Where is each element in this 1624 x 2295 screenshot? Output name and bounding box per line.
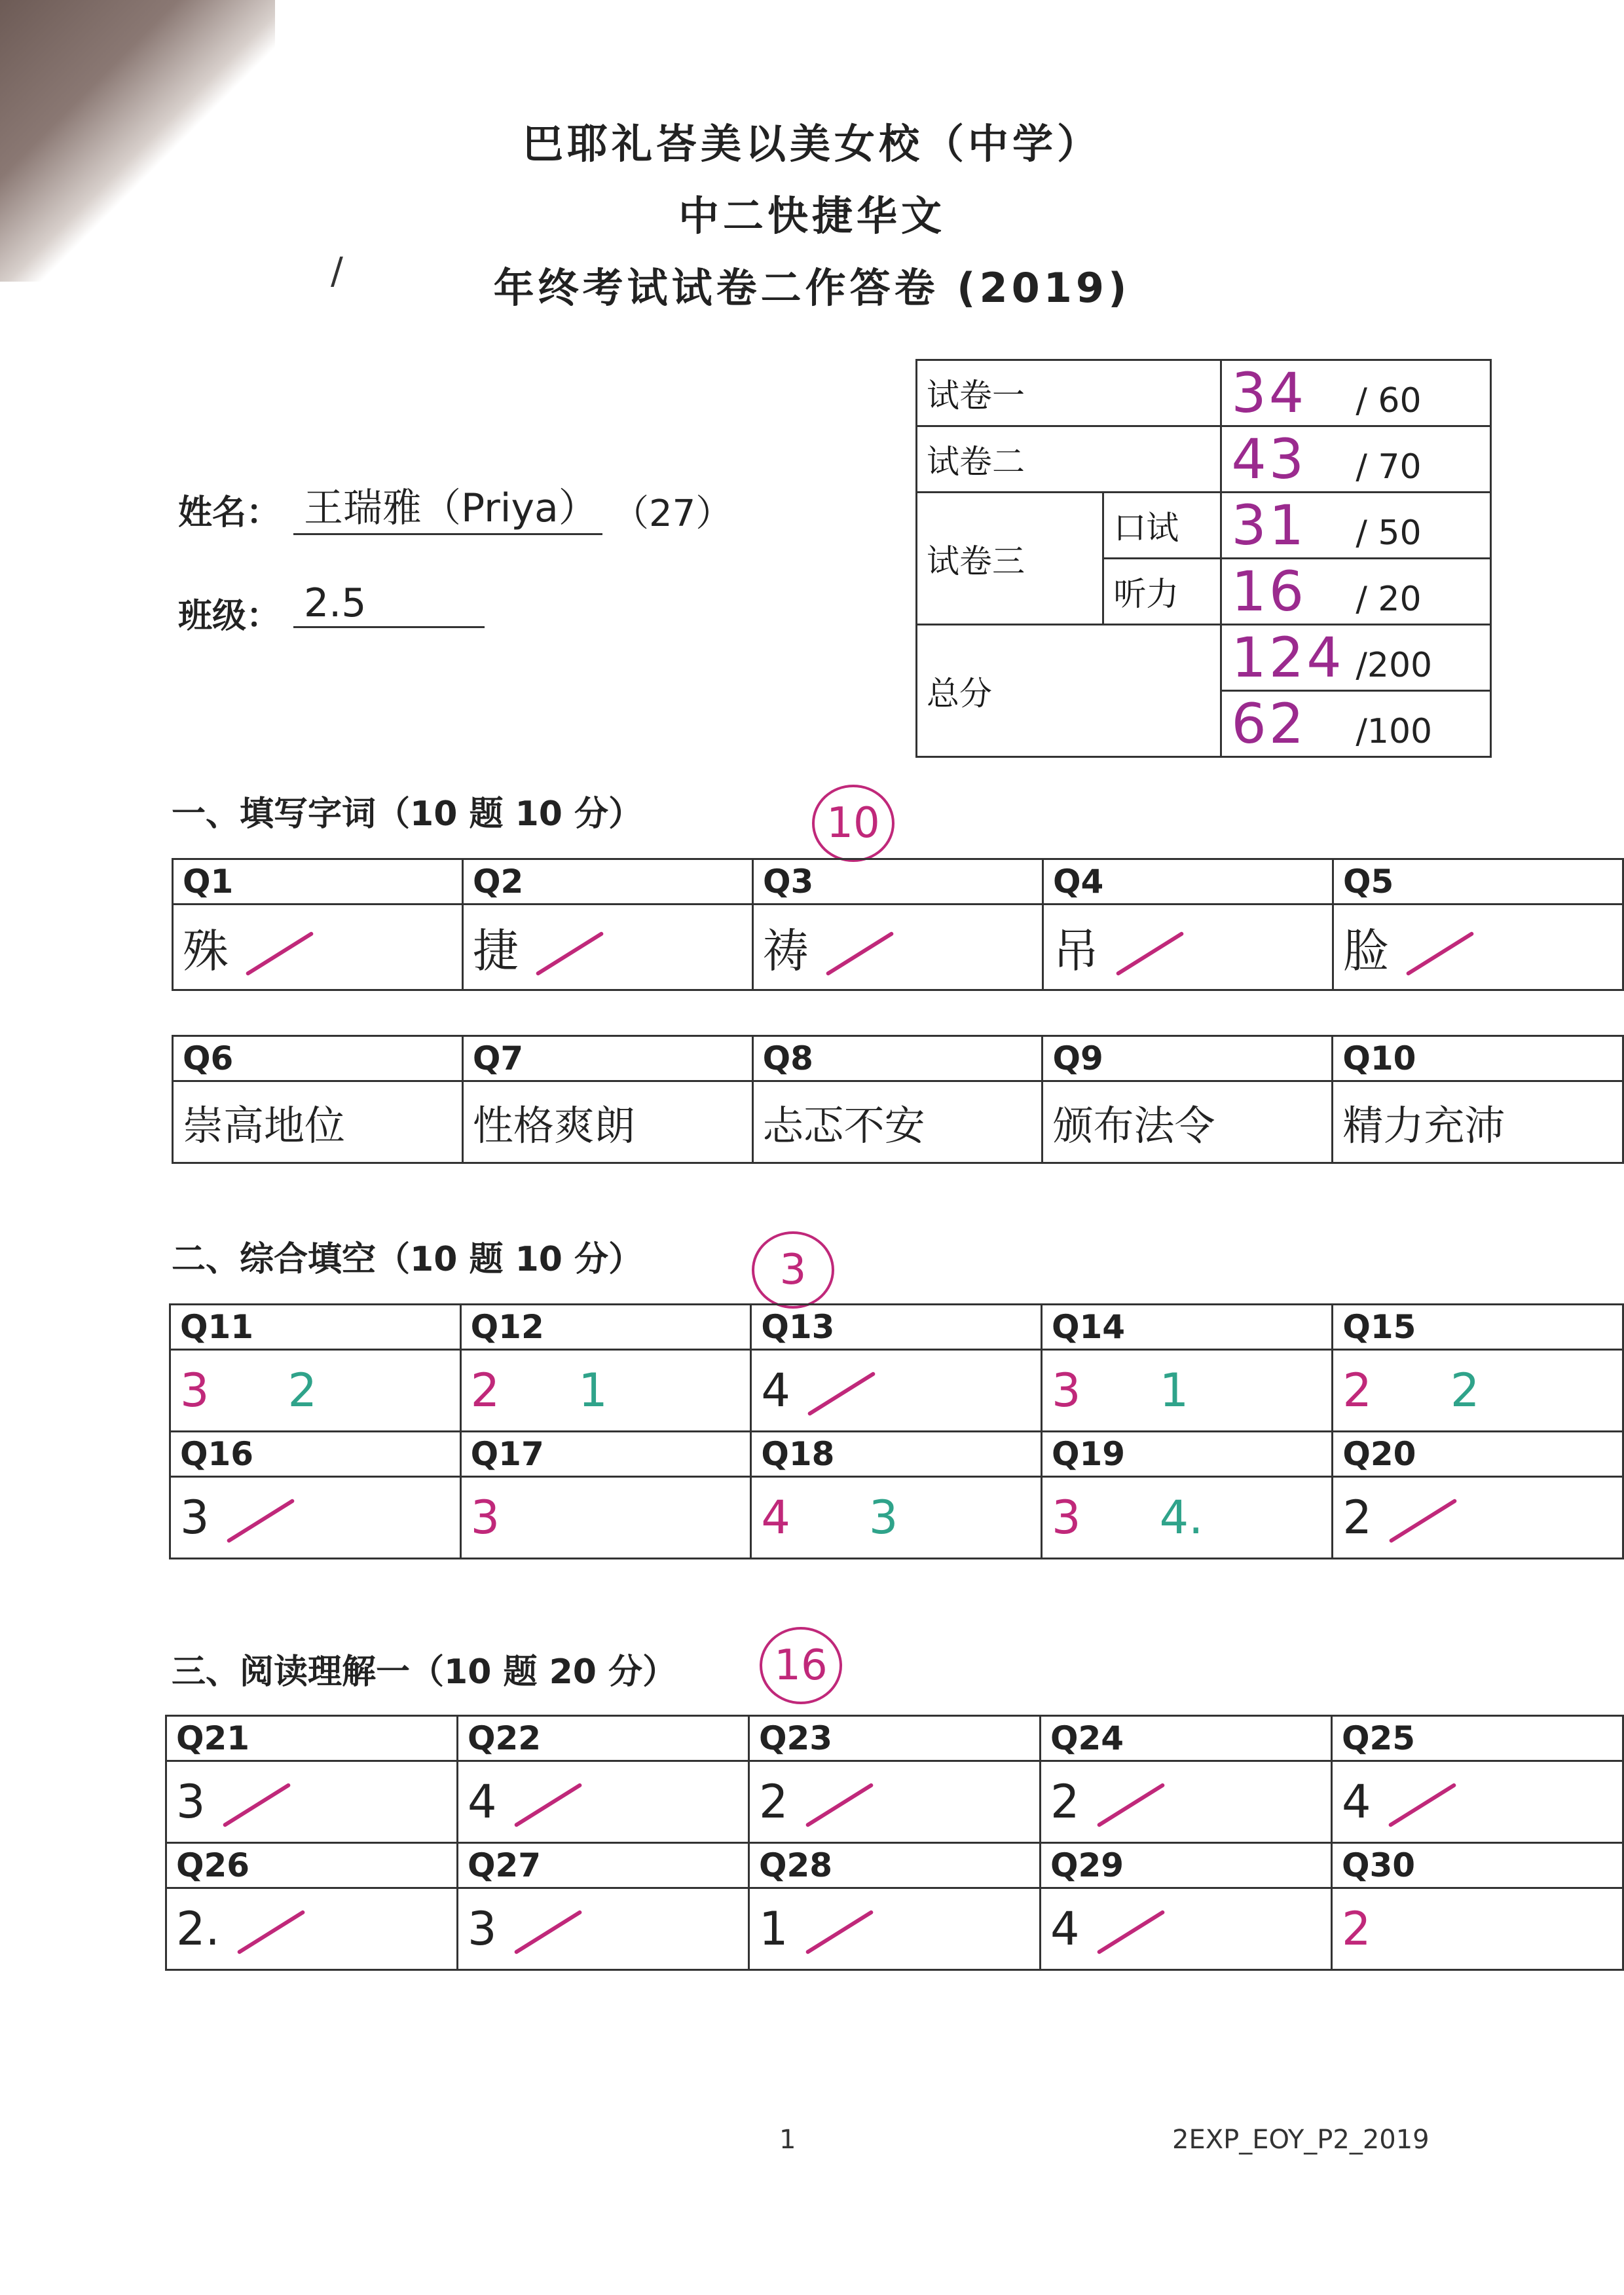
question-label: Q25: [1332, 1716, 1623, 1761]
answer-grid-q1-q5: [172, 858, 1624, 991]
question-label: Q19: [1042, 1432, 1333, 1477]
name-value: 王瑞雅（Priya）: [293, 477, 602, 535]
correction-text: 1: [578, 1364, 608, 1417]
listening-value: [1221, 559, 1491, 625]
answer-cell: [1333, 905, 1623, 990]
paper2-max: / 70: [1356, 447, 1422, 487]
tick-mark: [826, 931, 895, 977]
answer-cell: [1042, 1350, 1333, 1432]
paper2-label: 试卷二: [917, 426, 1221, 493]
section-2-score: 3: [752, 1231, 834, 1309]
answer-cell: [1332, 1761, 1623, 1843]
tick-mark: [513, 1783, 582, 1828]
question-label: Q27: [458, 1843, 749, 1888]
grid-answer-row: [170, 1477, 1623, 1559]
grid-header-row: [173, 859, 1623, 905]
answer-cell: [1041, 1888, 1332, 1970]
oral-score: 31: [1231, 493, 1307, 557]
tick-mark: [1388, 1499, 1457, 1544]
grid-header-row: [166, 1716, 1623, 1761]
question-label: Q9: [1043, 1036, 1333, 1081]
answer-text: 脸: [1343, 924, 1389, 978]
paper3-label: 试卷三: [917, 493, 1103, 625]
answer-text: 2: [1050, 1775, 1080, 1829]
question-label: Q12: [460, 1305, 751, 1350]
section-1-score: 10: [812, 785, 895, 862]
answer-cell: [751, 1477, 1042, 1559]
answer-cell: [460, 1350, 751, 1432]
question-label: Q7: [462, 1036, 752, 1081]
class-label: 班级：: [178, 596, 281, 636]
grid-answer-row: [166, 1888, 1623, 1970]
answer-cell: [462, 1081, 752, 1163]
section-3-title-cn: 三、阅读理解一（: [172, 1652, 445, 1692]
answer-text: 祷: [763, 924, 809, 978]
question-label: Q6: [173, 1036, 463, 1081]
answer-text: 3: [1052, 1491, 1081, 1544]
tick-mark: [1116, 931, 1185, 977]
correction-text: 2: [1450, 1364, 1480, 1417]
question-label: Q18: [751, 1432, 1042, 1477]
tick-mark: [807, 1371, 876, 1417]
question-label: Q2: [463, 859, 753, 905]
document-code: 2EXP_EOY_P2_2019: [1172, 2125, 1430, 2155]
question-label: Q24: [1041, 1716, 1332, 1761]
total-max: /200: [1356, 646, 1433, 685]
answer-cell: [170, 1350, 461, 1432]
grid-answer-row: [173, 905, 1623, 990]
answer-cell: [1333, 1477, 1623, 1559]
answer-text: 4: [468, 1775, 497, 1829]
question-label: Q23: [749, 1716, 1041, 1761]
answer-text: 4: [761, 1364, 790, 1417]
answer-text: 1: [759, 1902, 788, 1956]
tick-mark: [1096, 1783, 1165, 1828]
question-label: Q14: [1042, 1305, 1333, 1350]
answer-text: 3: [180, 1364, 210, 1417]
tick-mark: [805, 1910, 874, 1955]
question-label: Q3: [753, 859, 1043, 905]
grid-header-row: [166, 1843, 1623, 1888]
question-label: Q30: [1332, 1843, 1623, 1888]
section-3-score: 16: [760, 1627, 842, 1704]
answer-text: 2: [1342, 1902, 1371, 1956]
section-3-title-end: ）: [642, 1652, 677, 1692]
answer-cell: [753, 905, 1043, 990]
paper2-value: [1221, 426, 1491, 493]
class-value: 2.5: [293, 580, 485, 628]
answer-text: 4: [1342, 1775, 1371, 1829]
question-label: Q4: [1043, 859, 1333, 905]
paper1-label: 试卷一: [917, 360, 1221, 426]
answer-cell: [1333, 1350, 1623, 1432]
answer-cell: [752, 1081, 1043, 1163]
tick-mark: [1406, 931, 1475, 977]
answer-text: 捷: [473, 924, 519, 978]
total-score: 124: [1231, 625, 1344, 690]
tick-mark: [1096, 1910, 1165, 1955]
section-3-title-num: 10 题 20 分: [444, 1652, 643, 1692]
answer-text: 2.: [176, 1902, 220, 1956]
oral-max: / 50: [1356, 513, 1422, 553]
paper1-max: / 60: [1356, 381, 1422, 420]
tick-mark: [513, 1910, 582, 1955]
answer-cell: [1042, 1477, 1333, 1559]
tick-mark: [236, 1910, 305, 1955]
section-2-title-num: 10 题 10 分: [410, 1240, 609, 1279]
grid-header-row: [170, 1432, 1623, 1477]
answer-cell: [458, 1761, 749, 1843]
answer-cell: [1043, 1081, 1333, 1163]
question-label: Q26: [166, 1843, 458, 1888]
answer-cell: [458, 1888, 749, 1970]
question-label: Q22: [458, 1716, 749, 1761]
grid-header-row: [173, 1036, 1623, 1081]
total-value: [1221, 625, 1491, 691]
answer-cell: [166, 1888, 458, 1970]
score-row-paper2: [917, 426, 1491, 493]
question-label: Q13: [751, 1305, 1042, 1350]
question-label: Q21: [166, 1716, 458, 1761]
answer-text: 3: [180, 1491, 210, 1544]
tick-mark: [536, 931, 604, 977]
grid-answer-row: [173, 1081, 1623, 1163]
answer-grid-q11-q20: [169, 1303, 1624, 1559]
paper1-value: [1221, 360, 1491, 426]
paper2-score: 43: [1231, 427, 1307, 491]
paper-year: (2019): [957, 264, 1131, 312]
question-label: Q17: [460, 1432, 751, 1477]
stray-pen-mark: /: [331, 250, 343, 293]
answer-text: 颁布法令: [1052, 1101, 1215, 1149]
tick-mark: [1388, 1783, 1456, 1828]
grid-header-row: [170, 1305, 1623, 1350]
paper-title-text: 年终考试试卷二作答卷: [493, 264, 957, 312]
correction-text: 4.: [1159, 1491, 1204, 1544]
correction-text: 1: [1159, 1364, 1189, 1417]
answer-text: 3: [468, 1902, 497, 1956]
section-1-title-cn: 一、填写字词（: [172, 794, 411, 834]
section-1-title: [172, 786, 642, 835]
correction-text: 2: [287, 1364, 318, 1417]
answer-cell: [463, 905, 753, 990]
question-label: Q11: [170, 1305, 461, 1350]
question-label: Q1: [173, 859, 463, 905]
answer-text: 2: [1342, 1364, 1372, 1417]
question-label: Q20: [1333, 1432, 1623, 1477]
index-number: （27）: [612, 493, 733, 535]
answer-text: 4: [761, 1491, 790, 1544]
tick-mark: [246, 931, 314, 977]
answer-text: 精力充沛: [1342, 1101, 1505, 1149]
answer-text: 4: [1050, 1902, 1080, 1956]
question-label: Q16: [170, 1432, 461, 1477]
section-1-title-end: ）: [608, 794, 643, 834]
answer-cell: [749, 1888, 1041, 1970]
answer-cell: [1041, 1761, 1332, 1843]
listening-max: / 20: [1356, 580, 1422, 619]
answer-text: 吊: [1053, 924, 1099, 978]
oral-label: 口试: [1103, 493, 1221, 559]
answer-grid-q21-q30: [165, 1715, 1624, 1971]
answer-text: 3: [176, 1775, 206, 1829]
answer-cell: [749, 1761, 1041, 1843]
listening-label: 听力: [1103, 559, 1221, 625]
correction-text: 3: [868, 1491, 898, 1544]
answer-cell: [1043, 905, 1333, 990]
answer-grid-q6-q10: [172, 1035, 1624, 1164]
percent-value: [1221, 691, 1491, 757]
answer-cell: [170, 1477, 461, 1559]
answer-text: 2: [1342, 1491, 1372, 1544]
answer-cell: [751, 1350, 1042, 1432]
tick-mark: [226, 1499, 295, 1544]
answer-text: 殊: [183, 924, 229, 978]
total-label: 总分: [917, 625, 1221, 757]
question-label: Q10: [1333, 1036, 1623, 1081]
percent-max: /100: [1356, 712, 1433, 751]
answer-cell: [460, 1477, 751, 1559]
answer-cell: [1333, 1081, 1623, 1163]
question-label: Q15: [1333, 1305, 1623, 1350]
tick-mark: [222, 1783, 291, 1828]
score-row-paper1: [917, 360, 1491, 426]
section-2-title-end: ）: [608, 1239, 643, 1279]
question-label: Q29: [1041, 1843, 1332, 1888]
paper-title: [0, 255, 1624, 314]
score-row-total: [917, 625, 1491, 691]
question-label: Q8: [752, 1036, 1043, 1081]
oral-value: [1221, 493, 1491, 559]
answer-text: 忐忑不安: [762, 1101, 925, 1149]
section-3-title: [172, 1644, 676, 1693]
section-2-title-cn: 二、综合填空（: [172, 1239, 411, 1279]
answer-text: 3: [1052, 1364, 1081, 1417]
school-name: 巴耶礼峇美以美女校（中学）: [522, 120, 1101, 168]
answer-cell: [166, 1761, 458, 1843]
listening-score: 16: [1231, 559, 1307, 624]
paper1-score: 34: [1231, 361, 1307, 425]
answer-cell: [1332, 1888, 1623, 1970]
answer-text: 2: [470, 1364, 500, 1417]
percent-score: 62: [1231, 692, 1307, 756]
score-table: [915, 359, 1492, 758]
answer-text: 崇高地位: [183, 1101, 346, 1149]
answer-text: 性格爽朗: [472, 1101, 635, 1149]
answer-cell: [173, 905, 463, 990]
question-label: Q5: [1333, 859, 1623, 905]
tick-mark: [805, 1783, 874, 1828]
section-2-title: [172, 1231, 642, 1280]
page-number: 1: [779, 2125, 796, 2155]
section-1-title-num: 10 题 10 分: [410, 794, 609, 834]
score-row-oral: [917, 493, 1491, 559]
grid-answer-row: [170, 1350, 1623, 1432]
name-label: 姓名：: [178, 493, 281, 532]
question-label: Q28: [749, 1843, 1041, 1888]
answer-text: 2: [759, 1775, 788, 1829]
grid-answer-row: [166, 1761, 1623, 1843]
subject-title: 中二快捷华文: [678, 192, 946, 240]
answer-cell: [173, 1081, 463, 1163]
answer-text: 3: [470, 1491, 500, 1544]
